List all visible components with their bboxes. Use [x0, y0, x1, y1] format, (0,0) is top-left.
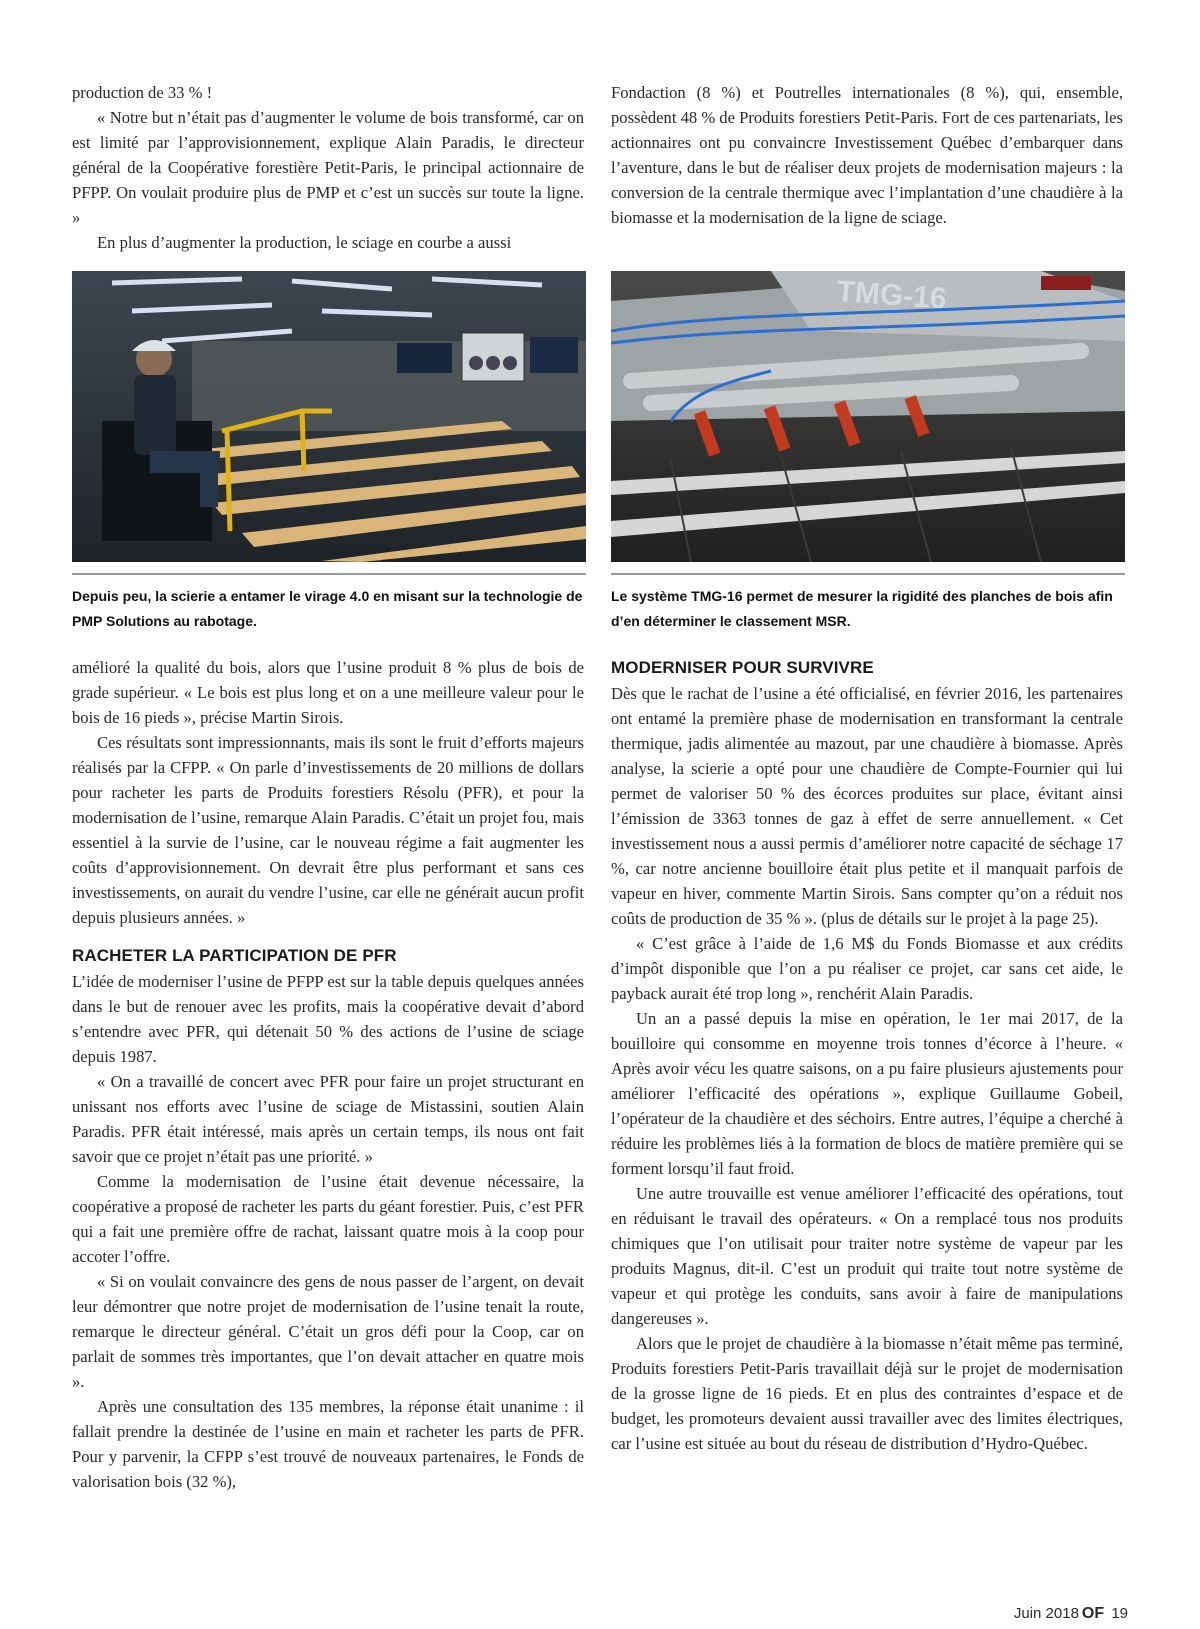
- paragraph: En plus d’augmenter la production, le sciage en courbe a aussi: [97, 233, 512, 252]
- right-top-column: [611, 80, 1123, 230]
- photo-sawmill-operator: [72, 271, 586, 562]
- paragraph: « Notre but n’était pas d’augmenter le volume de bois transformé, car on est limité par l’approvisionnement, explique Alain Paradis, le directeur général de la Coopérative forestière Petit-Paris, le principal actionnaire de PFPP. On voulait produire plus de PMP et c’est un succès sur toute la ligne. »: [72, 108, 584, 227]
- footer-brand: OF: [1081, 1605, 1105, 1622]
- left-top-column: [72, 80, 584, 255]
- paragraph: amélioré la qualité du bois, alors que l’usine produit 8 % plus de bois de grade supérieur. « Le bois est plus long et on a une meilleure valeur pour le bois de 16 pieds », précise Martin Sirois.: [72, 658, 584, 727]
- paragraph: Un an a passé depuis la mise en opération, le 1er mai 2017, de la bouilloire qui consomme en moyenne trois tonnes d’écorce à l’heure. « Après avoir vécu les quatre saisons, on a pu faire plusieurs ajustements pour améliorer l’efficacité des opérations », explique Guillaume Gobeil, l’opérateur de la chaudière et des séchoirs. Entre autres, l’équipe a cherché à réduire les problèmes liés à la formation de blocs de matière première qui se forment lorsqu’il faut froid.: [611, 1009, 1123, 1178]
- right-bottom-column: [611, 655, 1123, 1456]
- photo-tmg16-machine: [611, 271, 1125, 562]
- paragraph: Ces résultats sont impressionnants, mais ils sont le fruit d’efforts majeurs réalisés par la CFPP. « On parle d’investissements de 20 millions de dollars pour racheter les parts de Produits forestiers Résolu (PFR), et pour la modernisation de l’usine, remarque Alain Paradis. C’était un projet fou, mais essentiel à la survie de l’usine, car le nouveau régime a fait augmenter les coûts d’approvisionnement. On devrait être plus performant et sans ces investissements, on aurait du vendre l’usine, car elle ne générait aucun profit depuis plusieurs années. »: [72, 733, 584, 927]
- caption-right: Le système TMG-16 permet de mesurer la rigidité des planches de bois afin d’en déterminer le classement MSR.: [611, 588, 1113, 629]
- caption-rule-right: [611, 573, 1125, 575]
- caption-rule-left: [72, 573, 586, 575]
- left-bottom-paragraphs: [72, 655, 584, 930]
- paragraph: production de 33 % !: [72, 83, 213, 102]
- page-number: 19: [1111, 1605, 1128, 1622]
- paragraph: Une autre trouvaille est venue améliorer l’efficacité des opérations, tout en réduisant le travail des opérateurs. « On a remplacé tous nos produits chimiques que l’on utilisait pour traiter notre système de vapeur par les produits Magnus, dit-il. C’est un produit qui traite tout notre système de vapeur et qui protège les conduits, sans avoir à faire de manipulations dangereuses ».: [611, 1184, 1123, 1328]
- paragraph: Après une consultation des 135 membres, la réponse était unanime : il fallait prendre la destinée de l’usine en main et racheter les parts de PFR. Pour y parvenir, la CFPP s’est trouvé de nouveaux partenaires, le Fonds de valorisation bois (32 %),: [72, 1397, 584, 1491]
- paragraph: Alors que le projet de chaudière à la biomasse n’était même pas terminé, Produits forestiers Petit-Paris travaillait déjà sur le projet de modernisation de la grosse ligne de 16 pieds. Et en plus des contraintes d’espace et de budget, les promoteurs devaient aussi travailler avec des limites électriques, car l’usine est située au bout du réseau de distribution d’Hydro-Québec.: [611, 1334, 1123, 1453]
- paragraph: « On a travaillé de concert avec PFR pour faire un projet structurant en unissant nos efforts avec l’usine de sciage de Mistassini, soutien Alain Paradis. PFR était intéressé, mais après un certain temps, ils nous ont fait savoir que ce projet n’était pas une priorité. »: [72, 1072, 584, 1166]
- page-footer: [1014, 1605, 1128, 1623]
- right-section-paragraphs: [611, 681, 1123, 1456]
- left-bottom-column: [72, 655, 584, 1494]
- paragraph: L’idée de moderniser l’usine de PFPP est sur la table depuis quelques années dans le but de renouer avec les profits, mais la coopérative devait d’abord s’entendre avec PFR, qui détenait 50 % des actions de l’usine de sciage depuis 1987.: [72, 972, 584, 1066]
- section-heading-moderniser: MODERNISER POUR SURVIVRE: [611, 658, 874, 677]
- caption-left: Depuis peu, la scierie a entamer le virage 4.0 en misant sur la technologie de PMP Solutions au rabotage.: [72, 588, 583, 629]
- photo-right-label: TMG-16: [835, 275, 948, 316]
- section-heading-pfr: RACHETER LA PARTICIPATION DE PFR: [72, 946, 397, 965]
- paragraph: Dès que le rachat de l’usine a été officialisé, en février 2016, les partenaires ont entamé la première phase de modernisation en transformant la centrale thermique, jadis alimentée au mazout, par une chaudière à biomasse. Après analyse, la scierie a opté pour une chaudière de Compte-Fournier qui lui permet de valoriser 50 % des écorces produites sur place, évitant ainsi l’émission de 3363 tonnes de gaz à effet de serre annuellement. « Cet investissement nous a aussi permis d’améliorer notre capacité de séchage 17 %, car notre ancienne bouilloire était plus petite et il manquait parfois de vapeur en hiver, commente Martin Sirois. Sans compter qu’on a réduit nos coûts de production de 35 % ». (plus de détails sur le projet à la page 25).: [611, 684, 1123, 928]
- paragraph: « C’est grâce à l’aide de 1,6 M$ du Fonds Biomasse et aux crédits d’impôt disponible que l’on a pu réaliser ce projet, car sans cet aide, le payback aurait été trop long », renchérit Alain Paradis.: [611, 934, 1123, 1003]
- footer-month: Juin 2018: [1013, 1605, 1079, 1622]
- paragraph: « Si on voulait convaincre des gens de nous passer de l’argent, on devait leur démontrer que notre projet de modernisation de l’usine tenait la route, remarque le directeur général. C’était un gros défi pour la Coop, car on parlait de sommes très importantes, que l’on devait attacher en quatre mois ».: [72, 1272, 584, 1391]
- paragraph: Comme la modernisation de l’usine était devenue nécessaire, la coopérative a proposé de racheter les parts du géant forestier. Puis, c’est PFR qui a fait une première offre de rachat, laissant quatre mois à la coop pour accoter l’offre.: [72, 1172, 584, 1266]
- left-section-paragraphs: [72, 969, 584, 1494]
- paragraph: Fondaction (8 %) et Poutrelles internationales (8 %), qui, ensemble, possèdent 48 % de Produits forestiers Petit-Paris. Fort de ces partenariats, les actionnaires ont pu convaincre Investissement Québec d’embarquer dans l’aventure, dans le but de réaliser deux projets de modernisation majeurs : la conversion de la centrale thermique avec l’implantation d’une chaudière à la biomasse et la modernisation de la ligne de sciage.: [611, 83, 1123, 227]
